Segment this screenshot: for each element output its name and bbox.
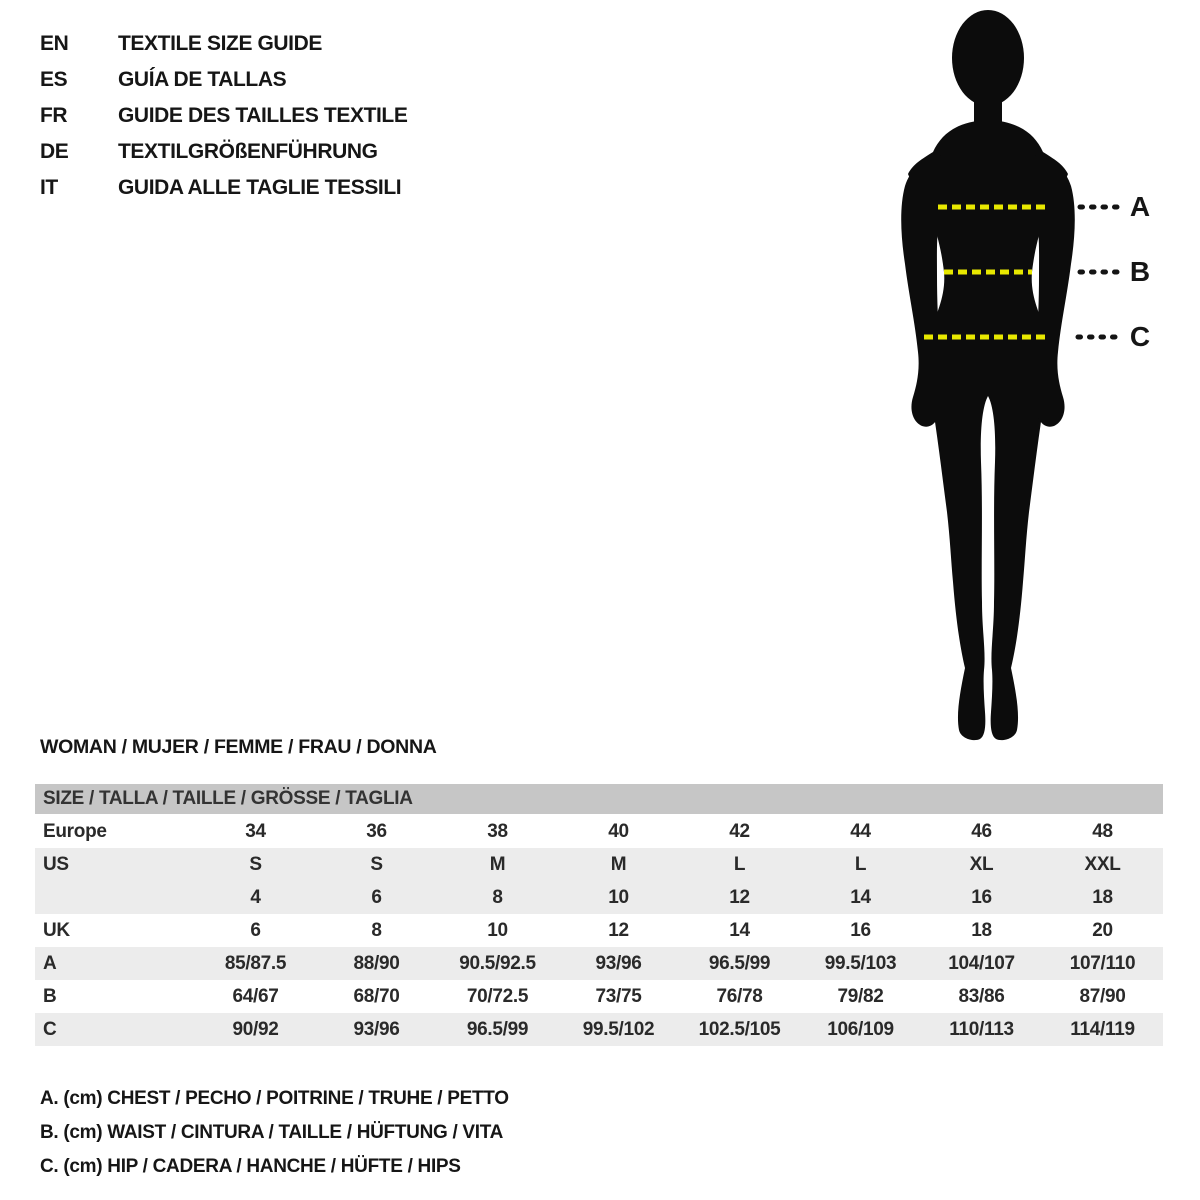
table-row-label: US [43,853,69,875]
table-cell: 87/90 [1079,985,1126,1007]
language-row [40,62,407,98]
hip-measure-label: C [1129,321,1151,352]
table-cell: L [854,853,867,875]
table-row-us [35,848,1163,881]
table-row-label: A [43,952,57,974]
table-cell: 10 [487,919,508,941]
table-row-label: UK [43,919,70,941]
table-cell: 114/119 [1070,1018,1135,1040]
table-cell: 46 [971,820,992,842]
table-cell: 40 [608,820,629,842]
table-cell: 34 [245,820,266,842]
table-cell: 93/96 [595,952,642,974]
table-row-label: C [43,1018,57,1040]
table-cell: S [370,853,383,875]
table-cell: 85/87.5 [224,952,287,974]
table-cell: 76/78 [716,985,763,1007]
table-cell: 106/109 [827,1018,894,1040]
table-cell: 83/86 [958,985,1005,1007]
table-cell: 10 [608,886,629,908]
table-row-label: B [43,985,57,1007]
measurement-legend [40,1082,509,1184]
table-row-uk [35,914,1163,947]
silhouette-left-arm [901,154,945,427]
silhouette-right-arm [1031,154,1075,427]
table-cell: 99.5/103 [824,952,897,974]
legend-waist: B. (cm) WAIST / CINTURA / TAILLE / HÜFTUNG / VITA [40,1122,504,1143]
table-cell: 110/113 [949,1018,1014,1040]
language-title: GUÍA DE TALLAS [118,68,287,91]
table-cell: 18 [971,919,992,941]
table-cell: XL [969,853,994,875]
table-cell: 6 [250,919,261,941]
table-cell: 14 [850,886,871,908]
table-cell: 44 [850,820,871,842]
chest-measure-label: A [1129,191,1151,222]
language-row [40,134,407,170]
legend-chest: A. (cm) CHEST / PECHO / POITRINE / TRUHE / PETTO [40,1088,509,1109]
table-cell: 36 [366,820,387,842]
table-cell: 70/72.5 [466,985,529,1007]
language-row [40,170,407,206]
language-code: DE [40,140,69,163]
table-cell: 73/75 [595,985,642,1007]
legend-hip: C. (cm) HIP / CADERA / HANCHE / HÜFTE / HIPS [40,1156,461,1177]
table-cell: 88/90 [353,952,400,974]
table-cell: 16 [971,886,992,908]
size-table [35,784,1163,1046]
table-cell: 20 [1092,919,1113,941]
table-cell: 90.5/92.5 [459,952,536,974]
table-cell: 96.5/99 [466,1018,529,1040]
table-cell: 42 [729,820,750,842]
table-cell: 4 [250,886,261,908]
woman-silhouette [888,2,1168,752]
table-cell: 90/92 [232,1018,279,1040]
language-row [40,26,407,62]
table-cell: 6 [371,886,382,908]
language-code: EN [40,32,69,55]
language-code: IT [40,176,58,199]
language-title: GUIDE DES TAILLES TEXTILE [118,104,408,127]
table-row-europe [35,815,1163,848]
language-code: FR [40,104,68,127]
table-cell: 12 [608,919,629,941]
table-cell: 48 [1092,820,1113,842]
table-row-label: Europe [43,820,107,842]
language-title: TEXTILGRÖßENFÜHRUNG [118,140,378,163]
table-cell: 38 [487,820,508,842]
table-cell: 64/67 [232,985,279,1007]
language-list [40,26,407,206]
table-row-chest [35,947,1163,980]
language-code: ES [40,68,68,91]
language-title: GUIDA ALLE TAGLIE TESSILI [118,176,402,199]
table-cell: 18 [1092,886,1113,908]
table-cell: 79/82 [837,985,884,1007]
table-cell: S [249,853,262,875]
table-cell: XXL [1084,853,1121,875]
table-row-waist [35,980,1163,1013]
table-cell: 14 [729,919,750,941]
table-cell: 93/96 [353,1018,400,1040]
table-cell: 107/110 [1069,952,1136,974]
table-cell: M [610,853,627,875]
table-cell: 68/70 [353,985,400,1007]
table-cell: 102.5/105 [698,1018,781,1040]
table-cell: 96.5/99 [708,952,771,974]
category-title: WOMAN / MUJER / FEMME / FRAU / DONNA [40,736,437,758]
waist-measure-label: B [1129,256,1151,287]
table-cell: 12 [729,886,750,908]
table-cell: 104/107 [948,952,1015,974]
language-row [40,98,407,134]
woman-silhouette-figure [888,2,1168,752]
table-row-us-numeric [35,881,1163,914]
table-cell: 16 [850,919,871,941]
language-title: TEXTILE SIZE GUIDE [118,32,322,55]
size-table-header: SIZE / TALLA / TAILLE / GRÖSSE / TAGLIA [35,784,1163,814]
table-cell: 8 [371,919,382,941]
table-cell: L [733,853,746,875]
table-cell: M [489,853,506,875]
table-cell: 99.5/102 [582,1018,655,1040]
table-cell: 8 [492,886,503,908]
table-row-hip [35,1013,1163,1046]
